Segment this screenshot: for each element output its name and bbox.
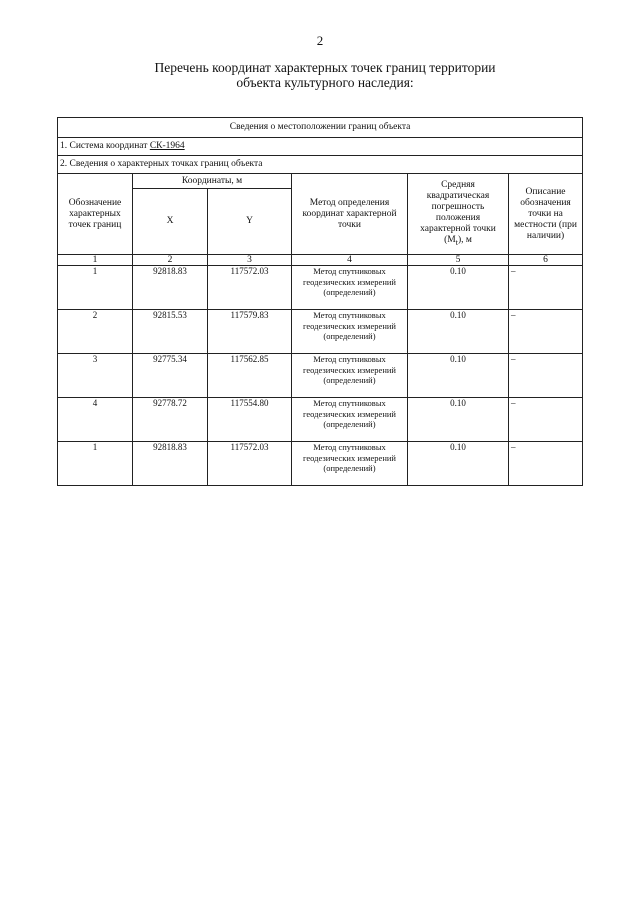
column-number: 2 xyxy=(133,255,208,266)
cell-description: – xyxy=(509,398,583,442)
column-number-row xyxy=(58,255,583,266)
cell-y: 117572.03 xyxy=(208,266,292,310)
table-row xyxy=(58,310,583,354)
cell-point: 4 xyxy=(58,398,133,442)
table-row xyxy=(58,442,583,486)
header-x: X xyxy=(133,189,208,255)
coord-system-value: СК-1964 xyxy=(149,141,185,151)
column-number: 1 xyxy=(58,255,133,266)
cell-point: 1 xyxy=(58,266,133,310)
column-number: 5 xyxy=(408,255,509,266)
column-number: 6 xyxy=(509,255,583,266)
header-accuracy xyxy=(408,174,509,255)
cell-x: 92775.34 xyxy=(133,354,208,398)
page-number: 2 xyxy=(316,33,324,48)
cell-method: Метод спутниковых геодезических измерений (определений) xyxy=(292,442,408,486)
cell-y: 117562.85 xyxy=(208,354,292,398)
cell-y: 117554.80 xyxy=(208,398,292,442)
coordinates-table xyxy=(57,117,583,486)
header-coordinates: Координаты, м xyxy=(133,174,292,189)
header-accuracy-subscript: t xyxy=(455,237,458,247)
header-description: Описание обозначения точки на местности (при наличии) xyxy=(509,174,583,255)
coord-system-label: 1. Система координат xyxy=(60,141,150,151)
cell-description: – xyxy=(509,310,583,354)
cell-description: – xyxy=(509,442,583,486)
cell-accuracy: 0.10 xyxy=(408,354,509,398)
cell-y: 117579.83 xyxy=(208,310,292,354)
section-title: Сведения о местоположении границ объекта xyxy=(58,118,583,138)
cell-point: 2 xyxy=(58,310,133,354)
table-row xyxy=(58,354,583,398)
cell-x: 92818.83 xyxy=(133,266,208,310)
cell-accuracy: 0.10 xyxy=(408,310,509,354)
header-method: Метод определения координат характерной точки xyxy=(292,174,408,255)
column-number: 3 xyxy=(208,255,292,266)
cell-y: 117572.03 xyxy=(208,442,292,486)
points-section-title: 2. Сведения о характерных точках границ объекта xyxy=(58,156,583,174)
cell-method: Метод спутниковых геодезических измерений (определений) xyxy=(292,398,408,442)
cell-x: 92818.83 xyxy=(133,442,208,486)
cell-method: Метод спутниковых геодезических измерений (определений) xyxy=(292,310,408,354)
cell-accuracy: 0.10 xyxy=(408,398,509,442)
coord-system-row xyxy=(58,138,583,156)
page-title-line-2: объекта культурного наследия: xyxy=(236,75,414,90)
cell-accuracy: 0.10 xyxy=(408,442,509,486)
cell-description: – xyxy=(509,354,583,398)
table-row xyxy=(58,266,583,310)
cell-point: 1 xyxy=(58,442,133,486)
header-accuracy-text: Средняя квадратическая погрешность положения характерной точки (M xyxy=(420,180,496,246)
header-accuracy-unit: ), м xyxy=(457,235,472,246)
cell-method: Метод спутниковых геодезических измерений (определений) xyxy=(292,266,408,310)
column-number: 4 xyxy=(292,255,408,266)
table-row xyxy=(58,398,583,442)
cell-accuracy: 0.10 xyxy=(408,266,509,310)
cell-x: 92815.53 xyxy=(133,310,208,354)
page-title-line-1: Перечень координат характерных точек границ территории xyxy=(154,60,496,75)
header-point: Обозначение характерных точек границ xyxy=(58,174,133,255)
cell-method: Метод спутниковых геодезических измерений (определений) xyxy=(292,354,408,398)
header-y: Y xyxy=(208,189,292,255)
page-title xyxy=(110,60,540,90)
cell-x: 92778.72 xyxy=(133,398,208,442)
cell-description: – xyxy=(509,266,583,310)
cell-point: 3 xyxy=(58,354,133,398)
